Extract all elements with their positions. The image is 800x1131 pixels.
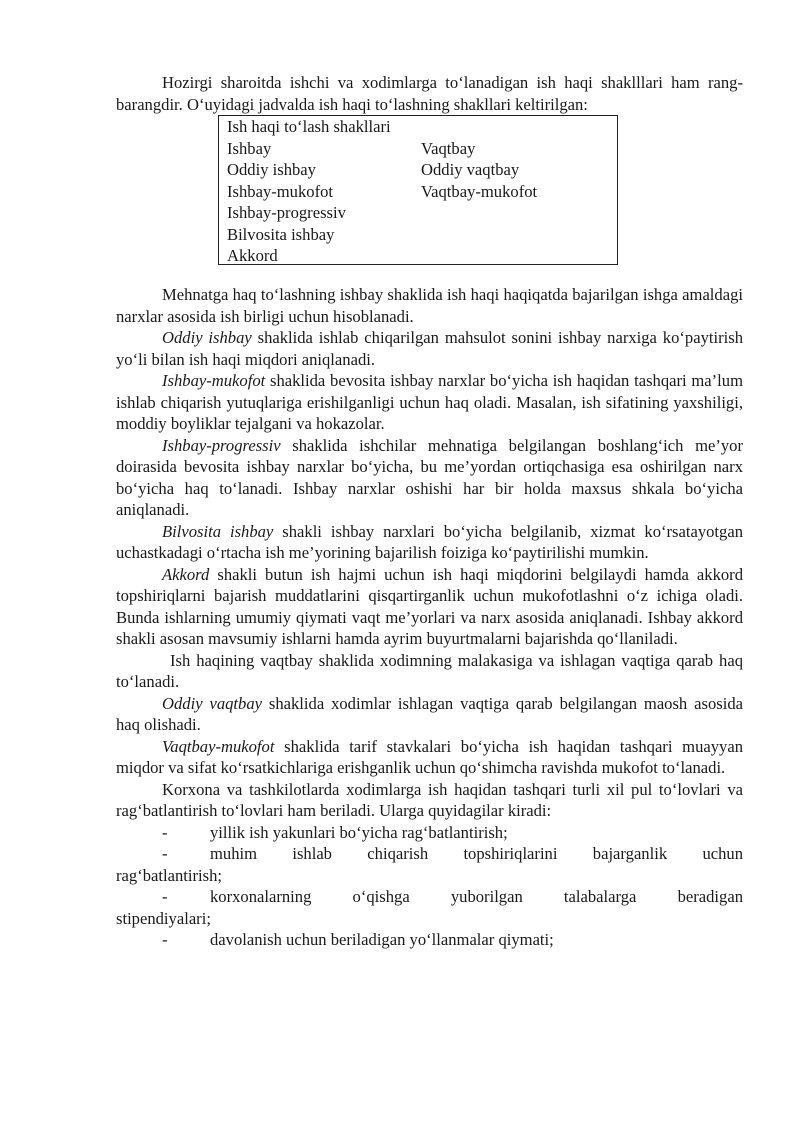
paragraph-accord: Akkord shakli butun ish hajmi uchun ish haqi miqdorini belgilaydi hamda akkord topshiriqlarni bajarish muddatlarini qisqartirganlik uchun mukofotlashni o‘z ichiga oladi. Bunda ishlarning umumiy qiymati vaqt me’yorlari va narx asosida aniqlanadi. Ishbay akkord shakli asosan mavsumiy ishlarni hamda ayrim buyurtmalarni bajarishda qo‘llaniladi.	[116, 564, 743, 648]
term: Ishbay-mukofot	[162, 371, 266, 390]
term: Bilvosita ishbay	[162, 521, 274, 541]
table-cell: Ishbay-progressiv	[227, 203, 346, 222]
list-dash: -	[162, 822, 168, 842]
paragraph-time-based: Ish haqining vaqtbay shaklida xodimning malakasiga va ishlagan vaqtiga qarab haq to‘lanadi.	[116, 650, 743, 691]
paragraph-other-payments: Korxona va tashkilotlarda xodimlarga ish haqidan tashqari turli xil pul to‘lovlari va rag‘batlantirish to‘lovlari ham beriladi. Ularga quyidagilar kiradi:	[116, 779, 743, 820]
table-cell: Oddiy vaqtbay	[421, 160, 520, 179]
list-item: - muhim ishlab chiqarish topshiriqlarini bajarganlik uchun rag‘batlantirish;	[116, 844, 743, 885]
list-dash: -	[162, 844, 168, 863]
paragraph-piecework: Mehnatga haq to‘lashning ishbay shaklida ish haqi haqiqatda bajarilgan ishga amaldagi narxlar asosida ish birligi uchun hisoblanadi.	[116, 285, 743, 326]
table-cell: Akkord	[227, 246, 278, 265]
paragraph-piecework-bonus: Ishbay-mukofot shaklida bevosita ishbay narxlar bo‘yicha ish haqidan tashqari ma’lum ishlab chiqarish yutuqlariga erishilganligi uchun haq oladi. Masalan, ish sifatining yaxshiligi, moddiy boyliklar tejalgani va hokazolar.	[116, 371, 743, 433]
paragraph-indirect-piecework: Bilvosita ishbay shakli ishbay narxlari bo‘yicha belgilanib, xizmat ko‘rsatayotgan uchastkadagi o‘rtacha ish me’yorining bajarilish foiziga ko‘paytirilishi mumkin.	[116, 521, 743, 562]
table-cell: Vaqtbay-mukofot	[421, 182, 538, 201]
intro-paragraph: Hozirgi sharoitda ishchi va xodimlarga to‘lanadigan ish haqi shaklllari ham rang-barangdir. O‘uyidagi jadvalda ish haqi to‘lashning shakllari keltirilgan:	[116, 73, 743, 114]
paragraph-simple-time: Oddiy vaqtbay shaklida xodimlar ishlagan vaqtiga qarab belgilangan maosh asosida haq olishadi.	[116, 693, 743, 734]
list-dash: -	[162, 930, 168, 949]
list-item: - yillik ish yakunlari bo‘yicha rag‘batlantirish;	[162, 822, 508, 842]
list-item: - davolanish uchun beriladigan yo‘llanmalar qiymati;	[162, 930, 554, 949]
wage-forms-table	[218, 115, 618, 265]
paragraph-piecework-progressive: Ishbay-progressiv shaklida ishchilar mehnatiga belgilangan boshlang‘ich me’yor doirasida bevosita ishbay narxlar bo‘yicha, bu me’yordan ortiqchasiga esa oshirilgan narx bo‘yicha haq to‘lanadi. Ishbay narxlar oshishi har bir holda maxsus shkala bo‘yicha aniqlanadi.	[116, 435, 743, 519]
term: Oddiy ishbay	[162, 328, 252, 347]
table-cell: Bilvosita ishbay	[227, 225, 335, 244]
paragraph-time-bonus: Vaqtbay-mukofot shaklida tarif stavkalari bo‘yicha ish haqidan tashqari muayyan miqdor va sifat ko‘rsatkichlariga erishganlik uchun qo‘shimcha ravishda mukofot to‘lanadi.	[116, 736, 743, 777]
term: Vaqtbay-mukofot	[162, 736, 275, 756]
table-cell: Oddiy ishbay	[227, 160, 316, 179]
term: Ishbay-progressiv	[162, 435, 281, 455]
table-title: Ish haqi to‘lash shakllari	[227, 117, 391, 136]
term: Akkord	[162, 564, 210, 584]
list-dash: -	[162, 887, 168, 906]
paragraph-simple-piecework: Oddiy ishbay shaklida ishlab chiqarilgan mahsulot sonini ishbay narxiga ko‘paytirish yo‘li bilan ish haqi miqdori aniqlanadi.	[116, 328, 743, 369]
term: Oddiy vaqtbay	[162, 693, 262, 713]
list-item: - korxonalarning o‘qishga yuborilgan talabalarga beradigan stipendiyalari;	[116, 887, 743, 928]
document-page	[116, 72, 743, 951]
table-cell: Vaqtbay	[421, 139, 476, 158]
table-cell: Ishbay-mukofot	[227, 182, 333, 201]
table-cell: Ishbay	[227, 139, 272, 158]
